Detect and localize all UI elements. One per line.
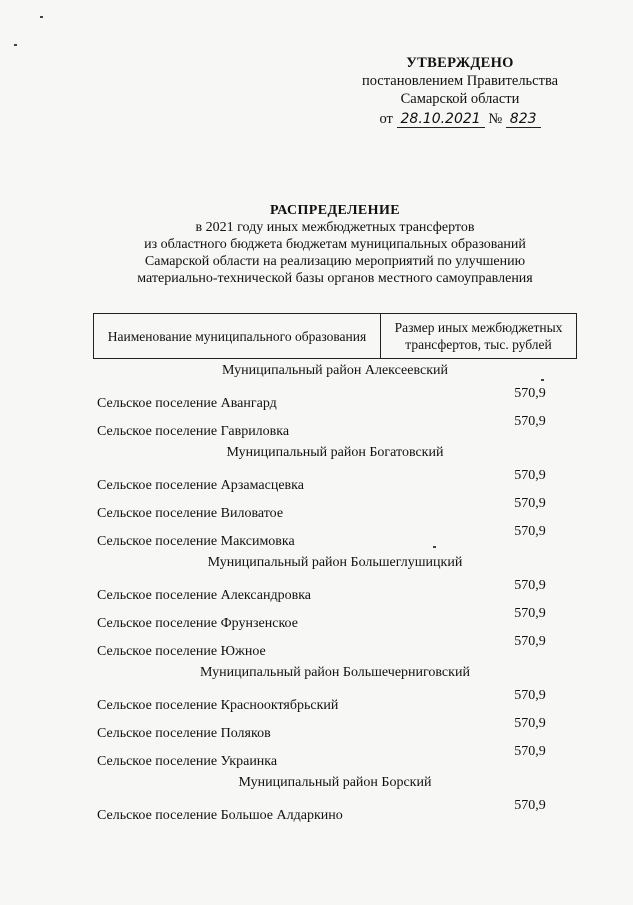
document-heading: [100, 202, 570, 287]
transfer-amount: 570,9: [514, 744, 546, 759]
heading-line: материально-технической базы органов местного самоуправления: [137, 271, 533, 286]
table-row: [95, 384, 575, 412]
table-row: [95, 412, 575, 440]
settlement-name: Сельское поселение Украинка: [97, 754, 278, 769]
district-heading: Муниципальный район Большечерниговский: [200, 665, 470, 680]
transfer-amount: 570,9: [514, 524, 546, 539]
table-row: [95, 466, 575, 494]
settlement-name: Сельское поселение Авангард: [97, 396, 277, 411]
table-row: [95, 742, 575, 770]
table-row: [95, 714, 575, 742]
approval-title: УТВЕРЖДЕНО: [406, 55, 514, 71]
column-header-name: Наименование муниципального образования: [94, 314, 381, 358]
scan-speck: [433, 546, 436, 548]
settlement-name: Сельское поселение Большое Алдаркино: [97, 808, 343, 823]
number-prefix: №: [488, 111, 503, 127]
table-row: [95, 522, 575, 550]
heading-line: из областного бюджета бюджетам муниципальных образований: [144, 237, 526, 252]
scan-speck: [40, 16, 43, 18]
transfer-amount: 570,9: [514, 386, 546, 401]
transfer-amount: 570,9: [514, 414, 546, 429]
table-header: [93, 313, 577, 359]
settlement-name: Сельское поселение Южное: [97, 644, 266, 659]
table-row: [95, 686, 575, 714]
settlement-name: Сельское поселение Поляков: [97, 726, 271, 741]
scan-speck: [14, 44, 17, 46]
settlement-name: Сельское поселение Арзамасцевка: [97, 478, 304, 493]
district-heading: Муниципальный район Алексеевский: [222, 363, 448, 378]
transfer-amount: 570,9: [514, 496, 546, 511]
district-heading: Муниципальный район Большеглушицкий: [207, 555, 463, 570]
table-row: [95, 576, 575, 604]
transfer-amount: 570,9: [514, 468, 546, 483]
table-row: [95, 796, 575, 824]
approval-line-1: постановлением Правительства: [361, 73, 559, 89]
scan-speck: [541, 379, 544, 381]
transfer-amount: 570,9: [514, 798, 546, 813]
table-body: [95, 358, 575, 824]
transfer-amount: 570,9: [514, 606, 546, 621]
heading-line: в 2021 году иных межбюджетных трансфертов: [195, 220, 475, 235]
table-row: [95, 494, 575, 522]
approval-date: 28.10.2021: [397, 111, 485, 128]
approval-line-2: Самарской области: [400, 91, 520, 107]
heading-line: Самарской области на реализацию мероприятий по улучшению: [144, 254, 526, 269]
transfer-amount: 570,9: [514, 634, 546, 649]
settlement-name: Сельское поселение Александровка: [97, 588, 312, 603]
transfer-amount: 570,9: [514, 688, 546, 703]
transfer-amount: 570,9: [514, 716, 546, 731]
settlement-name: Сельское поселение Краснооктябрьский: [97, 698, 339, 713]
settlement-name: Сельское поселение Фрунзенское: [97, 616, 298, 631]
approval-number: 823: [506, 111, 541, 128]
table-row: [95, 604, 575, 632]
transfer-amount: 570,9: [514, 578, 546, 593]
settlement-name: Сельское поселение Виловатое: [97, 506, 284, 521]
district-heading: Муниципальный район Борский: [238, 775, 432, 790]
document-title: РАСПРЕДЕЛЕНИЕ: [270, 203, 400, 218]
settlement-name: Сельское поселение Максимовка: [97, 534, 295, 549]
table-row: [95, 632, 575, 660]
approval-date-line: [340, 110, 580, 128]
date-prefix: от: [379, 111, 393, 127]
column-header-amount: Размер иных межбюджетных трансфертов, тыс. рублей: [394, 320, 563, 352]
settlement-name: Сельское поселение Гавриловка: [97, 424, 290, 439]
district-heading: Муниципальный район Богатовский: [226, 445, 444, 460]
approval-block: [340, 54, 580, 128]
